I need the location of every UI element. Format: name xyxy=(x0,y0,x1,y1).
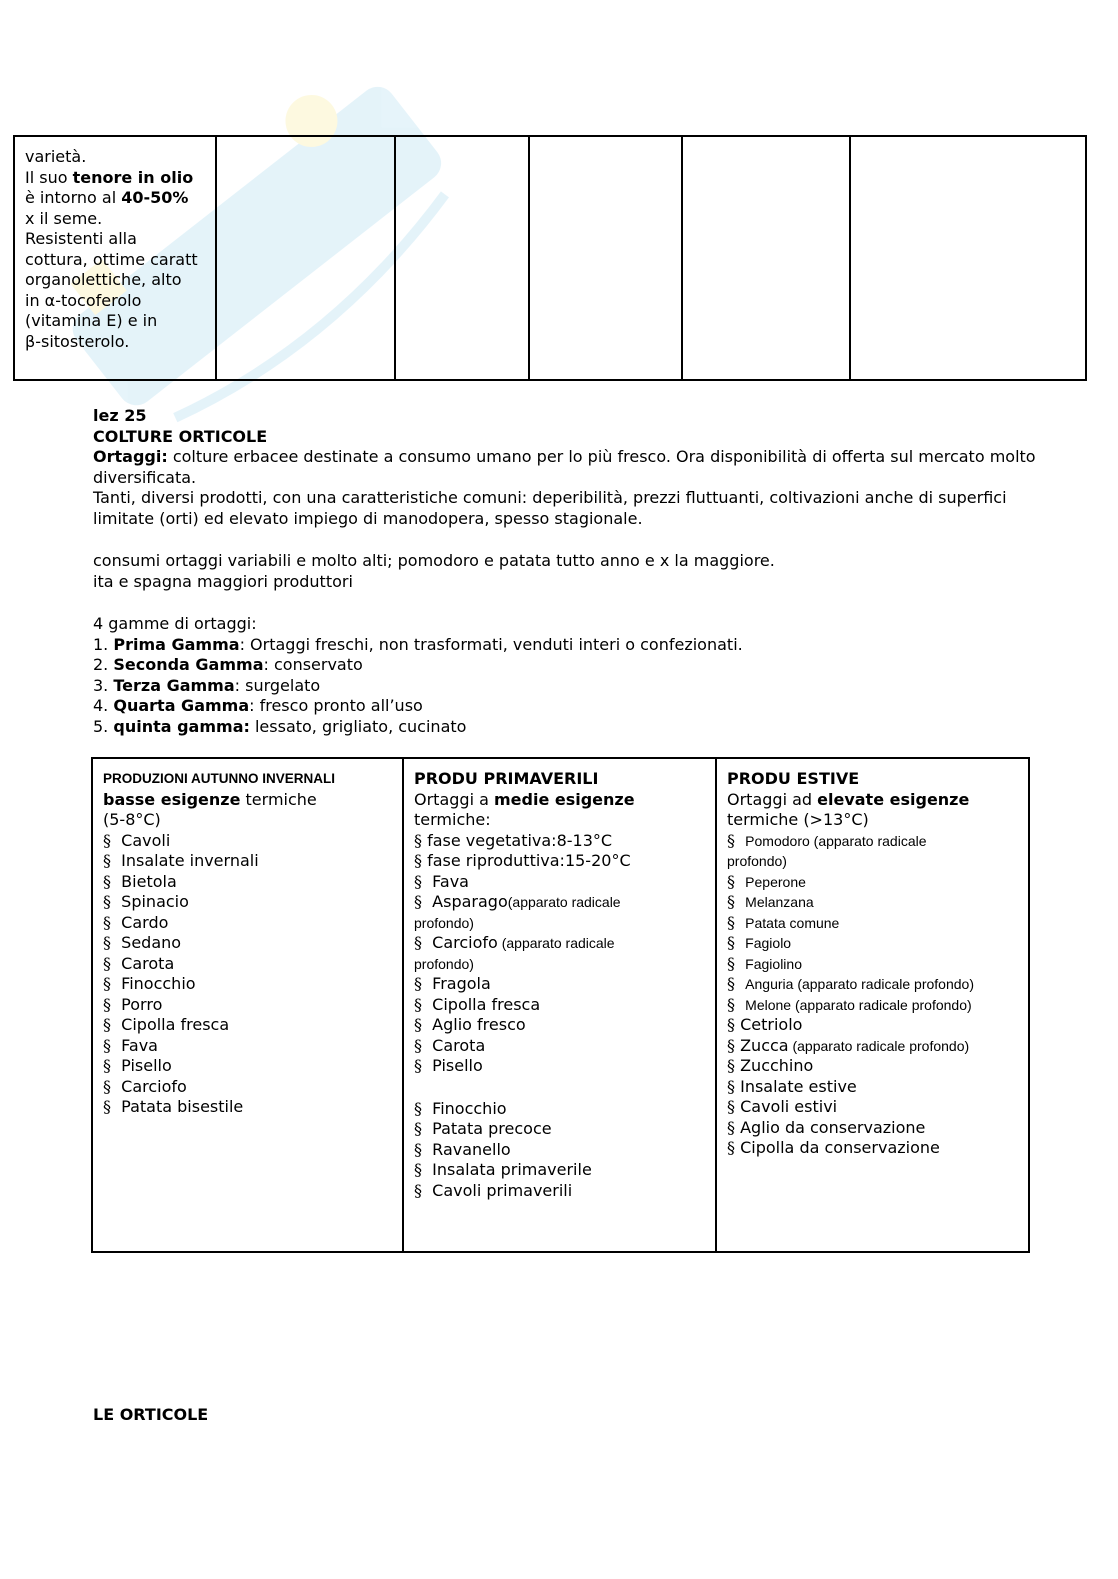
gamma-text: : conservato xyxy=(263,655,363,674)
text-line xyxy=(25,188,205,209)
text-line xyxy=(25,209,205,230)
subtitle-bold: elevate esigenze xyxy=(817,789,970,809)
text: Resistenti alla xyxy=(25,229,137,248)
text: organolettiche, alto xyxy=(25,270,182,289)
column-primavera xyxy=(403,758,716,1252)
text: varietà. xyxy=(25,147,87,166)
bullet: § xyxy=(414,1056,422,1075)
text-line xyxy=(25,332,205,353)
item-label: Cavoli estivi xyxy=(740,1097,838,1116)
list-item xyxy=(103,831,392,852)
ortaggi-text: colture erbacee destinate a consumo umano per lo più fresco. Ora disponibilità di offerta sul mercato molto diversificata. xyxy=(93,447,1036,487)
column-title: PRODUZIONI AUTUNNO INVERNALI xyxy=(103,771,335,786)
bullet: § xyxy=(414,1119,422,1138)
footer-title: LE ORTICOLE xyxy=(93,1405,209,1424)
paragraph: consumi ortaggi variabili e molto alti; pomodoro e patata tutto anno e x la maggiore. xyxy=(93,551,775,570)
text: Il suo xyxy=(25,167,73,187)
continuation-table xyxy=(13,135,1087,381)
text: in α-tocoferolo xyxy=(25,290,142,310)
gamma-label: Terza Gamma xyxy=(113,675,235,695)
bullet: § xyxy=(727,912,735,932)
list-item xyxy=(727,1138,1018,1159)
text: (vitamina E) e in xyxy=(25,311,158,330)
list-item xyxy=(103,1097,392,1118)
ortaggi-paragraph xyxy=(93,447,1043,488)
text-line xyxy=(25,229,205,250)
text-line xyxy=(25,147,205,168)
item-label: Porro xyxy=(121,994,163,1014)
column-estate xyxy=(716,758,1029,1252)
list-item xyxy=(727,831,1018,852)
list-item xyxy=(727,1077,1018,1098)
item-list xyxy=(414,974,705,1077)
bullet: § xyxy=(727,1138,735,1157)
list-item xyxy=(103,1077,392,1098)
list-item xyxy=(103,1056,392,1077)
item-list xyxy=(414,1099,705,1202)
text-line xyxy=(25,270,205,291)
item-label: Patata precoce xyxy=(432,1119,552,1138)
list-item xyxy=(727,954,1018,975)
text: è intorno al xyxy=(25,188,122,207)
item-label: Patata comune xyxy=(745,914,840,931)
productions-table xyxy=(91,757,1030,1253)
list-item xyxy=(414,1056,705,1077)
item-label: Pisello xyxy=(432,1056,483,1075)
bullet: § xyxy=(727,1076,735,1096)
item-label: Cavoli xyxy=(121,830,171,850)
item-label: Aglio fresco xyxy=(432,1015,526,1034)
bullet: § xyxy=(414,1015,422,1034)
bullet: § xyxy=(103,953,111,973)
list-item xyxy=(414,1119,705,1140)
subtitle-text: termiche xyxy=(240,789,317,809)
table-cell xyxy=(14,136,216,380)
list-item xyxy=(727,913,1018,934)
table-cell xyxy=(850,136,1086,380)
bullet: § xyxy=(414,1035,422,1055)
list-item xyxy=(727,1118,1018,1139)
subtitle-range: (5-8°C) xyxy=(103,810,161,829)
item-label: Insalate invernali xyxy=(121,851,259,870)
list-item xyxy=(727,1097,1018,1118)
item-label: Cipolla fresca xyxy=(121,1015,230,1034)
item-label: Zucchino xyxy=(740,1056,814,1075)
item-note: (apparato radicale profondo) xyxy=(788,1037,970,1054)
list-item xyxy=(103,974,392,995)
gamma-item xyxy=(93,635,1043,656)
item-label: Finocchio xyxy=(121,974,196,993)
list-item xyxy=(103,995,392,1016)
bullet: § xyxy=(103,892,111,911)
bullet: § xyxy=(414,974,422,993)
list-item xyxy=(727,1056,1018,1077)
bullet: § xyxy=(727,1056,735,1075)
text: cottura, ottime caratt xyxy=(25,249,198,269)
gamma-text: : fresco pronto all’uso xyxy=(249,696,423,715)
text-line xyxy=(25,250,205,271)
item-label: Insalate estive xyxy=(740,1076,857,1096)
list-item xyxy=(103,1036,392,1057)
item-label: Ravanello xyxy=(432,1139,511,1159)
gamma-number: 2. xyxy=(93,655,114,674)
list-item xyxy=(727,1015,1018,1036)
bullet: § xyxy=(103,1056,111,1075)
item-label: Pisello xyxy=(121,1056,172,1075)
item-note: profondo) xyxy=(414,914,474,931)
list-item xyxy=(414,1140,705,1161)
item-label: Cipolla fresca xyxy=(432,994,541,1014)
table-cell xyxy=(216,136,395,380)
bullet: § xyxy=(103,933,111,952)
item-label: Fava xyxy=(432,871,469,891)
item-label: Fragola xyxy=(432,974,491,993)
list-item xyxy=(414,1036,705,1057)
item-label: Carota xyxy=(432,1035,486,1055)
list-item xyxy=(103,933,392,954)
bold-text: tenore in olio xyxy=(72,167,194,187)
bullet: § xyxy=(414,1098,422,1118)
gamma-item xyxy=(93,696,1043,717)
list-item xyxy=(414,1160,705,1181)
item-label: Zucca xyxy=(740,1035,789,1055)
bullet: § xyxy=(727,1117,735,1137)
item-label: Asparago xyxy=(432,892,508,911)
item-label: Carciofo xyxy=(121,1076,187,1096)
item-label: Fagiolo xyxy=(745,935,792,951)
list-item xyxy=(414,1181,705,1202)
list-item xyxy=(103,892,392,913)
list-item xyxy=(727,974,1018,995)
bullet: § xyxy=(727,892,735,911)
text: β-sitosterolo. xyxy=(25,331,130,351)
bullet: § xyxy=(414,1180,422,1200)
list-item xyxy=(103,913,392,934)
bullet: § xyxy=(103,1076,111,1096)
gamma-text: lessato, grigliato, cucinato xyxy=(249,716,467,736)
subtitle-text: Ortaggi a xyxy=(414,789,494,809)
bullet: § xyxy=(414,892,422,911)
item-label: fase riproduttiva:15-20°C xyxy=(427,851,631,870)
gamma-item xyxy=(93,655,1043,676)
item-list xyxy=(727,872,1018,1016)
bullet: § xyxy=(727,974,735,993)
item-label: Insalata primaverile xyxy=(432,1160,592,1179)
item-label: Melanzana xyxy=(745,894,814,910)
bullet: § xyxy=(103,830,111,850)
text-line xyxy=(25,168,205,189)
paragraph: Tanti, diversi prodotti, con una caratteristiche comuni: deperibilità, prezzi fluttuanti, coltivazioni anche di superfici limitate (orti) ed elevato impiego di manodopera, spesso stagionale. xyxy=(93,488,1007,528)
item-label: Sedano xyxy=(121,933,182,952)
item-note: profondo) xyxy=(414,955,474,972)
text: x il seme. xyxy=(25,208,103,228)
table-cell xyxy=(682,136,850,380)
item-label: Fagiolino xyxy=(745,955,802,972)
list-item xyxy=(414,974,705,995)
subtitle-bold: medie esigenze xyxy=(493,789,635,809)
subtitle-range: termiche (>13°C) xyxy=(727,810,869,829)
gamma-label: quinta gamma: xyxy=(113,716,250,736)
column-autunno xyxy=(92,758,403,1252)
item-label: Patata bisestile xyxy=(121,1097,244,1116)
list-item xyxy=(414,1099,705,1120)
bullet: § xyxy=(727,1035,735,1055)
column-title: PRODU ESTIVE xyxy=(727,769,860,788)
item-label: Cetriolo xyxy=(740,1015,803,1034)
list-item xyxy=(103,1015,392,1036)
ortaggi-label: Ortaggi: xyxy=(93,447,168,466)
section-title: COLTURE ORTICOLE xyxy=(93,426,268,446)
gamma-number: 5. xyxy=(93,716,114,736)
item-label: Peperone xyxy=(745,873,806,890)
item-label: fase vegetativa:8-13°C xyxy=(427,830,613,850)
item-list xyxy=(103,831,392,1118)
gamme-list xyxy=(93,635,1043,738)
bullet: § xyxy=(414,830,422,850)
list-item xyxy=(414,851,705,872)
item-list xyxy=(727,1056,1018,1159)
gamma-text: : surgelato xyxy=(234,675,321,695)
bullet: § xyxy=(414,933,422,952)
item-label: Carciofo xyxy=(432,933,498,952)
gamma-number: 1. xyxy=(93,634,114,654)
list-item xyxy=(414,995,705,1016)
bullet: § xyxy=(103,1015,111,1034)
bullet: § xyxy=(103,1035,111,1055)
item-label: Bietola xyxy=(121,871,177,891)
text-line xyxy=(25,291,205,312)
bold-text: 40-50% xyxy=(121,188,189,207)
item-label: Fava xyxy=(121,1035,158,1055)
gamma-label: Prima Gamma xyxy=(113,634,240,654)
bullet: § xyxy=(103,851,111,870)
cell-text xyxy=(15,137,215,352)
item-label: Cipolla da conservazione xyxy=(740,1138,940,1157)
paragraph: ita e spagna maggiori produttori xyxy=(93,571,353,591)
bullet: § xyxy=(727,933,735,952)
gamma-number: 4. xyxy=(93,696,114,715)
lesson-label: lez 25 xyxy=(93,406,147,425)
list-item xyxy=(727,1036,1018,1057)
list-item xyxy=(103,851,392,872)
bullet: § xyxy=(103,912,111,932)
gamma-number: 3. xyxy=(93,675,114,695)
gamma-label: Quarta Gamma xyxy=(113,696,250,715)
item-label: Spinacio xyxy=(121,892,189,911)
item-label: Carota xyxy=(121,953,175,973)
list-item xyxy=(414,831,705,852)
gamme-intro: 4 gamme di ortaggi: xyxy=(93,614,257,633)
gamma-item xyxy=(93,676,1043,697)
bullet: § xyxy=(727,871,735,891)
item-label: Melone (apparato radicale profondo) xyxy=(745,996,972,1013)
subtitle-bold: basse esigenze xyxy=(103,789,241,809)
section-block xyxy=(93,406,1043,737)
bullet: § xyxy=(414,994,422,1014)
table-cell xyxy=(395,136,529,380)
list-item xyxy=(103,872,392,893)
bullet: § xyxy=(103,974,111,993)
item-label: Cardo xyxy=(121,912,169,932)
bullet: § xyxy=(103,871,111,891)
subtitle-text: Ortaggi ad xyxy=(727,789,818,809)
list-item xyxy=(727,872,1018,893)
list-item xyxy=(103,954,392,975)
list-item xyxy=(727,892,1018,913)
bullet: § xyxy=(727,1015,735,1034)
subtitle-range: termiche: xyxy=(414,810,491,829)
list-item xyxy=(727,933,1018,954)
bullet: § xyxy=(727,1097,735,1116)
bullet: § xyxy=(414,1139,422,1159)
item-note: (apparato radicale xyxy=(507,894,621,910)
list-item xyxy=(727,995,1018,1016)
list-item xyxy=(414,872,705,893)
list-item xyxy=(414,1015,705,1036)
item-label: Aglio da conservazione xyxy=(740,1117,926,1137)
item-note: (apparato radicale xyxy=(497,935,615,951)
bullet: § xyxy=(103,994,111,1014)
text-line xyxy=(25,311,205,332)
item-label: Cavoli primaverili xyxy=(432,1180,573,1200)
item-label: Pomodoro (apparato radicale xyxy=(745,832,927,849)
bullet: § xyxy=(414,1160,422,1179)
bullet: § xyxy=(727,953,735,973)
bullet: § xyxy=(727,830,735,850)
item-label: Finocchio xyxy=(432,1098,507,1118)
gamma-text: : Ortaggi freschi, non trasformati, venduti interi o confezionati. xyxy=(239,634,743,654)
gamma-label: Seconda Gamma xyxy=(113,655,264,674)
bullet: § xyxy=(727,994,735,1014)
bullet: § xyxy=(414,871,422,891)
gamma-item xyxy=(93,717,1043,738)
table-cell xyxy=(529,136,682,380)
list-item xyxy=(414,933,705,954)
item-label: Anguria (apparato radicale profondo) xyxy=(745,976,974,992)
bullet: § xyxy=(414,851,422,870)
list-item xyxy=(414,892,705,913)
item-note: profondo) xyxy=(727,853,787,869)
column-title: PRODU PRIMAVERILI xyxy=(414,769,599,788)
bullet: § xyxy=(103,1097,111,1116)
